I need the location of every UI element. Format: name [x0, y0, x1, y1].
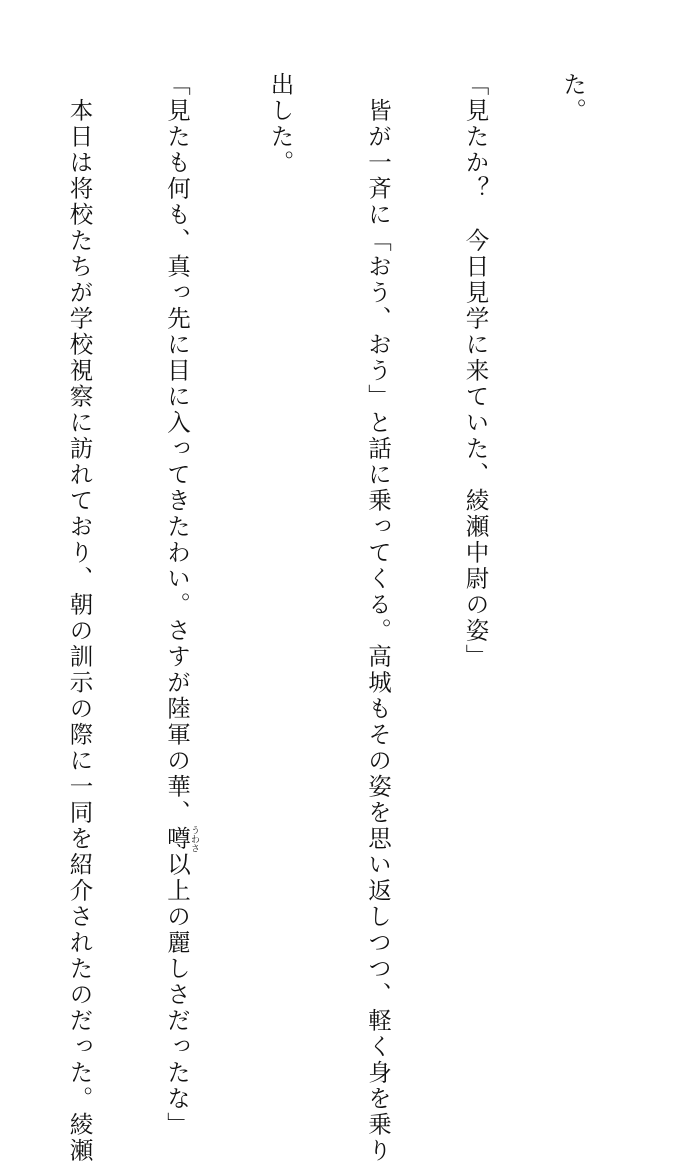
text-segment: 「見たも何も、真っ先に目に入ってきたわい。さすが陸軍の華、	[163, 72, 191, 826]
ruby-base: 噂	[163, 825, 191, 853]
vertical-text-body	[0, 72, 654, 1164]
ruby-reading: うわさ	[189, 825, 199, 853]
ruby-word	[163, 825, 199, 853]
text-line: た。	[559, 72, 587, 124]
text-line: 皆が一斉に「おう、おう」と話に乗ってくる。高城もその姿を思い返しつつ、軽く身を乗り	[364, 72, 392, 1164]
text-line: 出した。	[266, 72, 295, 176]
text-line: 「見たか？ 今日見学に来ていた、綾瀬中尉の姿」	[461, 72, 490, 670]
text-line: 本日は将校たちが学校視察に訪れており、朝の訓示の際に一同を紹介されたのだった。綾瀬	[65, 72, 94, 1164]
text-segment: 以上の麗しさだったな」	[163, 852, 191, 1138]
text-line	[161, 72, 200, 1138]
